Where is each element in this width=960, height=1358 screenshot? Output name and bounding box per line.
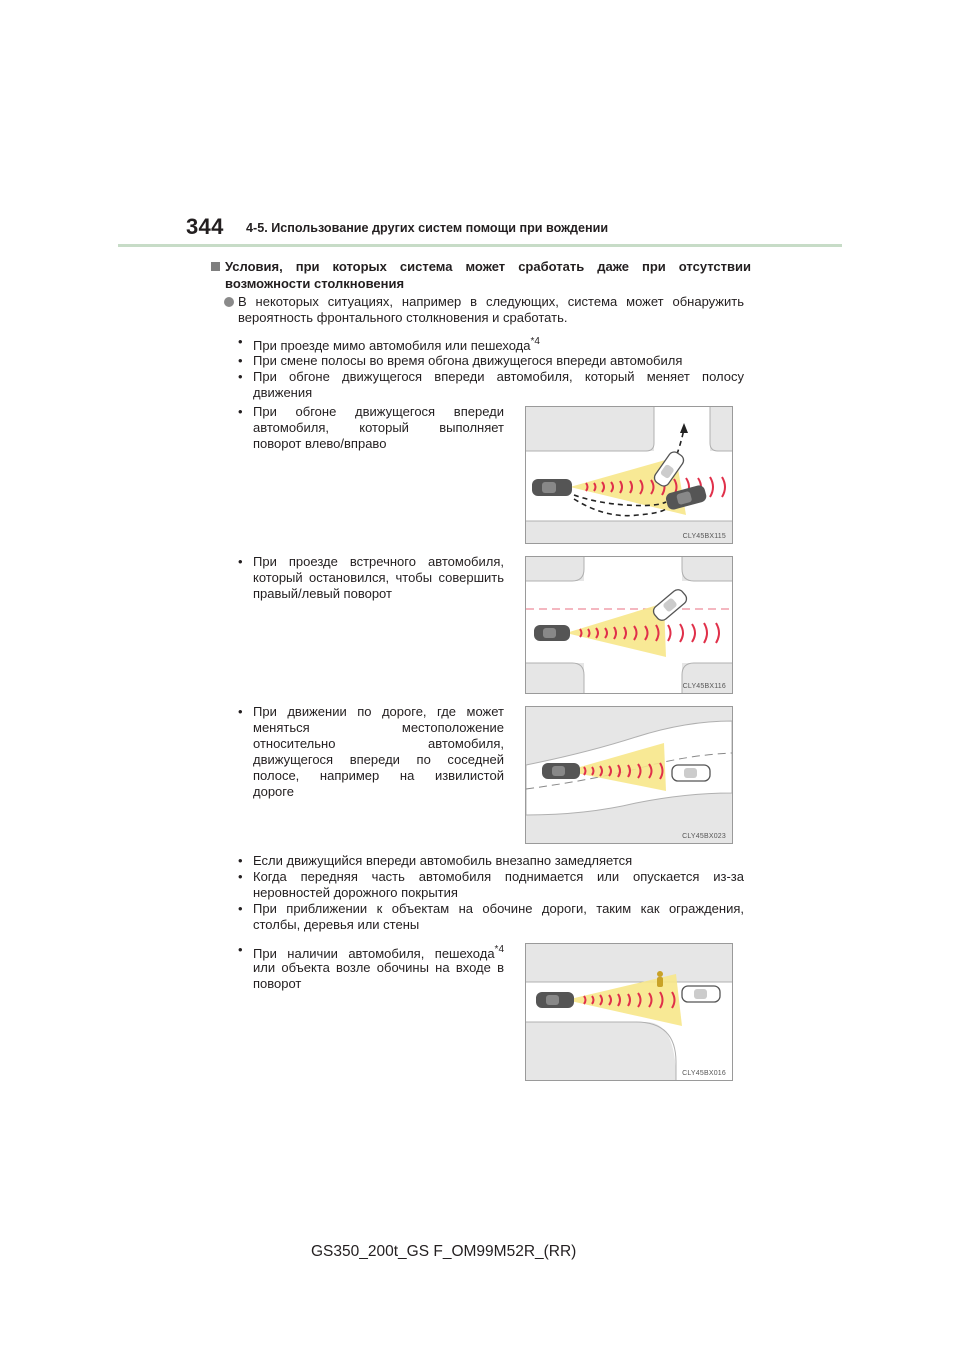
list-item: • При смене полосы во время обгона движущегося впереди автомобиля — [238, 353, 683, 368]
heading-square-icon — [211, 262, 220, 271]
figure-curved-road-illustration — [526, 707, 732, 843]
section-title: 4-5. Использование других систем помощи при вождении — [246, 221, 609, 235]
list-item: • При обгоне движущегося впереди автомобиля, который меняет полосу — [238, 369, 744, 384]
page-number: 344 — [186, 214, 224, 239]
condition-heading — [211, 258, 751, 292]
figure-overtake-turning-illustration — [526, 407, 732, 543]
bullet-list-mid: • Если движущийся впереди автомобиль внезапно замедляется • Когда передняя часть автомобиля поднимается или опускается из-за неровностей дорожного покрытия • При приближении к объектам на обочине дороги, таким как ограждения, столбы, деревья или стены — [238, 853, 744, 932]
intro-paragraph — [224, 294, 744, 326]
figure-curved-road — [525, 706, 733, 844]
bullet-circle-icon — [224, 297, 234, 307]
figure-code: CLY45BX023 — [682, 833, 726, 840]
figure-oncoming-turning-illustration — [526, 557, 732, 693]
list-item: • Если движущийся впереди автомобиль внезапно замедляется — [238, 853, 633, 868]
footer-doc-code: GS350_200t_GS F_OM99M52R_(RR) — [311, 1243, 577, 1260]
header-rule — [118, 244, 842, 247]
figure-overtake-turning — [525, 406, 733, 544]
list-item: • При проезде мимо автомобиля или пешехода$^{*4}$ — [238, 334, 540, 353]
figure-curve-roadside-object — [525, 943, 733, 1081]
figure-item-2-text: • При проезде встречного автомобиля, который остановился, чтобы совершить правый/левый поворот — [238, 554, 504, 601]
pedestrian-icon — [657, 971, 663, 977]
heading-line-2: возможности столкновения — [225, 276, 405, 291]
heading-line-1: Условия, при которых система может сработать даже при отсутствии — [225, 259, 751, 274]
figure-code: CLY45BX116 — [682, 683, 726, 690]
bullet-list-top: • При проезде мимо автомобиля или пешехода$^{*4}$ • При смене полосы во время обгона движущегося впереди автомобиля • При обгоне движущегося впереди автомобиля, который меняет полосу движения — [238, 334, 744, 400]
figure-code: CLY45BX016 — [682, 1070, 726, 1077]
figure-item-4-text: • При наличии автомобиля, пешехода$^{*4}$ или объекта возле обочины на входе в поворот — [238, 942, 504, 991]
figure-item-1-text: • При обгоне движущегося впереди автомобиля, который выполняет поворот влево/вправо — [238, 404, 504, 451]
intro-line-1: В некоторых ситуациях, например в следующих, система может обнаружить — [238, 294, 744, 309]
list-item: • Когда передняя часть автомобиля поднимается или опускается из-за — [238, 869, 744, 884]
list-item: • При приближении к объектам на обочине дороги, таким как ограждения, — [238, 901, 744, 916]
figure-item-3-text: • При движении по дороге, где может меняться местоположение относительно автомобиля, движущегося впереди по соседней полосе, например на извилистой дороге — [238, 704, 504, 799]
footnote-mark: *4 — [494, 944, 504, 955]
figure-oncoming-turning — [525, 556, 733, 694]
footnote-mark: *4 — [530, 336, 540, 347]
figure-code: CLY45BX115 — [682, 533, 726, 540]
intro-line-2: вероятность фронтального столкновения и сработать. — [238, 310, 568, 325]
figure-curve-roadside-object-illustration — [526, 944, 732, 1080]
